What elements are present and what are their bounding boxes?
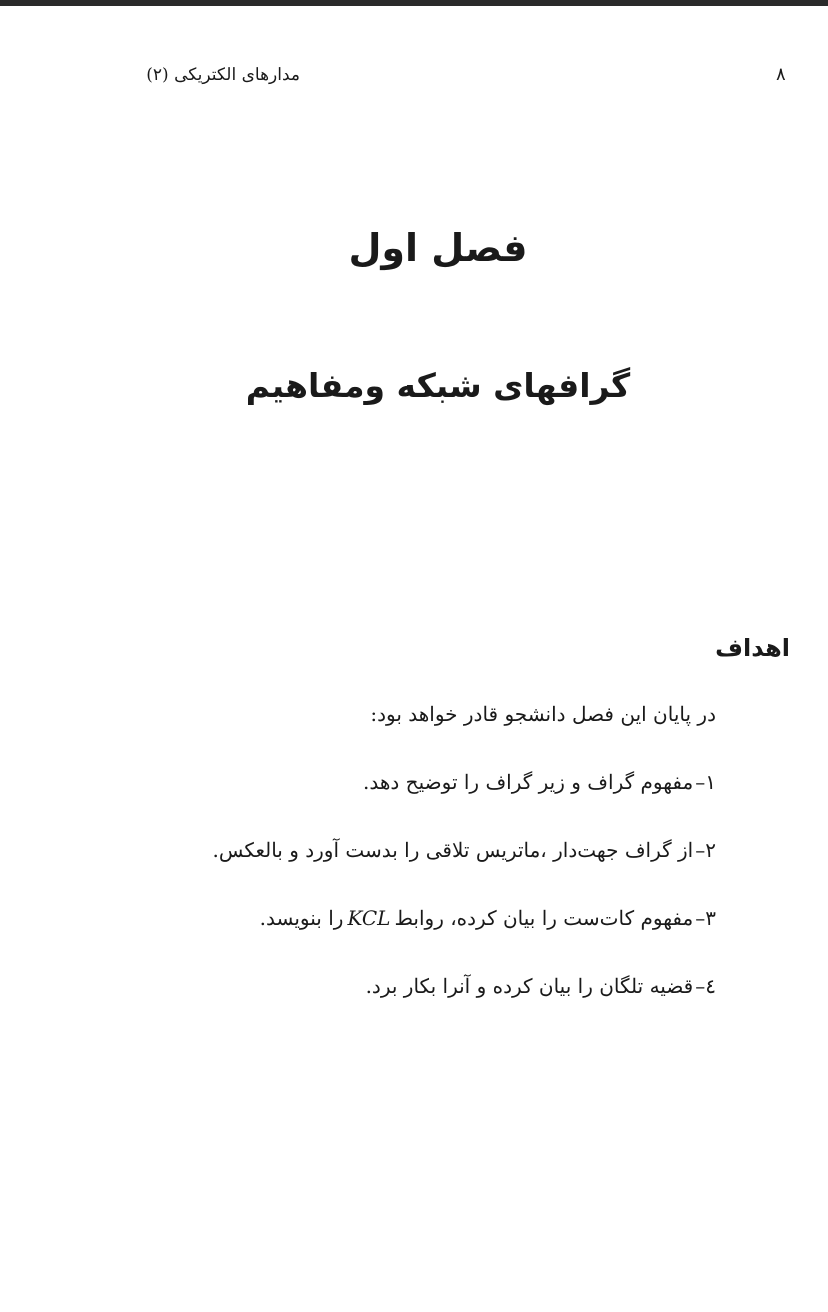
- objective-text-before: مفهوم کات‌ست را بیان کرده، روابط: [394, 906, 694, 930]
- chapter-title: فصل اول: [348, 226, 528, 270]
- top-edge-bar: [0, 0, 828, 6]
- objective-item-2: [76, 834, 716, 902]
- objective-number: ٣–: [695, 906, 716, 930]
- objective-item-1: [76, 766, 716, 834]
- kcl-term: KCL: [347, 906, 391, 930]
- objective-text: از گراف جهت‌دار ،ماتریس تلاقی را بدست آورد و بالعکس.: [212, 838, 694, 862]
- objective-number: ٤–: [695, 974, 716, 998]
- running-head: مدارهای الکتریکی (٢): [146, 65, 300, 85]
- objective-number: ٢–: [695, 838, 716, 862]
- chapter-subtitle: گرافهای شبکه ومفاهیم: [245, 366, 631, 405]
- objective-number: ١–: [695, 770, 716, 794]
- objectives-list: [76, 766, 716, 1038]
- page-number: ٨: [776, 64, 786, 85]
- objective-item-3: [76, 902, 716, 970]
- section-heading: اهداف: [715, 634, 790, 662]
- objective-item-4: [76, 970, 716, 1038]
- objectives-intro: در پایان این فصل دانشجو قادر خواهد بود:: [370, 702, 716, 726]
- objective-text: مفهوم گراف و زیر گراف را توضیح دهد.: [363, 770, 694, 794]
- objective-text-after: را بنویسد.: [259, 906, 344, 930]
- objective-text: قضیه تلگان را بیان کرده و آنرا بکار برد.: [365, 974, 694, 998]
